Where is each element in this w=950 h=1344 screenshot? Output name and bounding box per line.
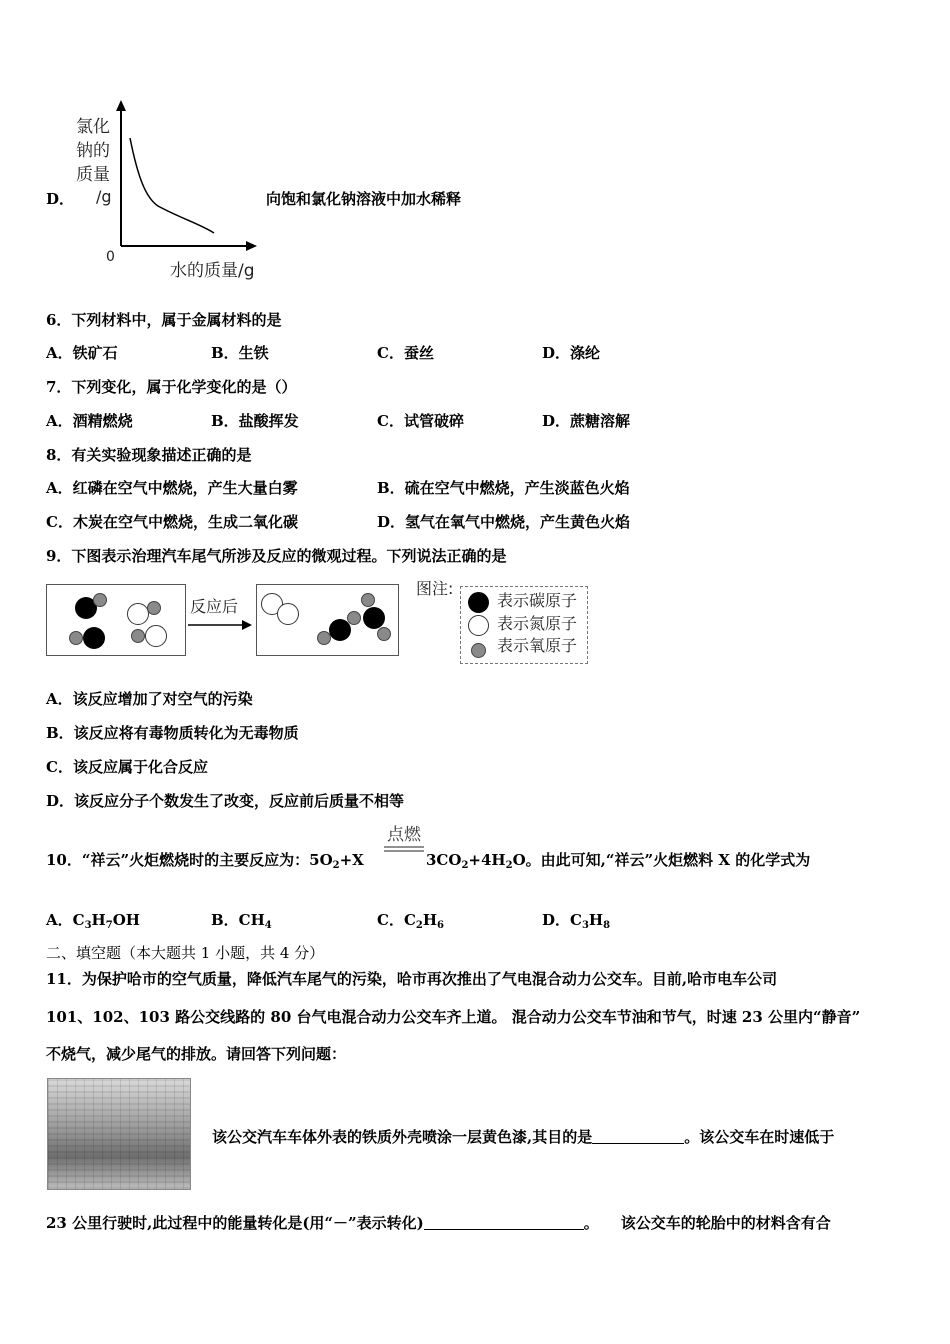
- q10-prod-sub1: 2: [461, 860, 469, 871]
- graph-y-arrow: [116, 100, 126, 111]
- oxygen-atom: [361, 593, 375, 607]
- q10-a-s2: 7: [105, 920, 113, 931]
- q11-line5-post: 该公交车的轮胎中的材料含有合: [620, 1214, 831, 1232]
- q10-prod-mid: +4H: [468, 851, 506, 869]
- q8-option-b: B．硫在空气中燃烧，产生淡蓝色火焰: [377, 479, 630, 497]
- q10-a-pre: A．C: [46, 911, 85, 929]
- q10-d-s2: 8: [603, 920, 611, 931]
- nacl-dilution-graph: [70, 98, 270, 288]
- graph-x-arrow: [246, 241, 257, 251]
- legend-nitrogen-icon: [468, 615, 489, 636]
- atom-legend: [460, 586, 588, 664]
- graph-origin: 0: [106, 249, 115, 265]
- q8-option-a: A．红磷在空气中燃烧，产生大量白雾: [46, 479, 298, 497]
- q9-option-b: B．该反应将有毒物质转化为无毒物质: [46, 724, 299, 742]
- q8-option-d: D．氢气在氧气中燃烧，产生黄色火焰: [377, 513, 631, 531]
- q10-c-pre: C．C: [377, 911, 416, 929]
- carbon-atom: [83, 627, 105, 649]
- answer-blank-1[interactable]: [592, 1129, 684, 1144]
- q6-option-d: D．涤纶: [542, 344, 601, 362]
- q10-prod-pre: 3CO: [426, 851, 462, 869]
- graph-curve: [130, 138, 214, 233]
- q10-c-mid: H: [422, 911, 438, 929]
- oxygen-atom: [69, 631, 83, 645]
- q11-line5-mid: 。: [583, 1214, 599, 1232]
- oxygen-atom: [131, 629, 145, 643]
- q6-option-c: C．蚕丝: [377, 344, 434, 362]
- reaction-condition: 点燃: [387, 825, 421, 845]
- legend-title: 图注:: [416, 579, 454, 598]
- q10-option-b: [211, 911, 272, 935]
- reaction-arrow: [186, 618, 254, 632]
- q10-a-mid: H: [91, 911, 106, 929]
- oxygen-atom: [347, 611, 361, 625]
- q6-stem: 6．下列材料中，属于金属材料的是: [46, 311, 282, 329]
- answer-blank-2[interactable]: [424, 1215, 584, 1230]
- equals-bar: [384, 846, 424, 854]
- legend-oxygen-icon: [471, 643, 486, 658]
- q11-line-3: 不烧气，减少尾气的排放。请回答下列问题：: [46, 1045, 347, 1063]
- q10-option-c: [377, 911, 444, 935]
- q10-prod-sub2: 2: [505, 860, 513, 871]
- q10-a-s1: 3: [84, 920, 92, 931]
- legend-nitrogen-label: 表示氮原子: [497, 614, 578, 633]
- q11-line4-post: 。该公交车在时速低于: [684, 1128, 835, 1146]
- oxygen-atom: [147, 601, 161, 615]
- q5-option-d-desc: 向饱和氯化钠溶液中加水稀释: [266, 190, 462, 208]
- q9-option-c: C．该反应属于化合反应: [46, 758, 208, 776]
- graph-xlabel: 水的质量/g: [170, 261, 255, 281]
- q11-line-2: 101、102、103 路公交线路的 80 台气电混合动力公交车齐上道。 混合动力公交车节油和节气，时速 23 公里内“静音”: [46, 1008, 861, 1026]
- q7-option-d: D．蔗糖溶解: [542, 412, 631, 430]
- nitrogen-atom: [277, 603, 299, 625]
- q6-option-a: A．铁矿石: [46, 344, 118, 362]
- q6-option-b: B．生铁: [211, 344, 269, 362]
- q10-option-a: [46, 911, 140, 935]
- carbon-atom: [363, 607, 385, 629]
- q11-line-5: [46, 1214, 831, 1232]
- q11-line-4: [212, 1128, 834, 1146]
- reaction-arrow-label: 反应后: [190, 597, 239, 616]
- nitrogen-atom: [145, 625, 167, 647]
- graph-ylabel-2: 钠的: [76, 141, 110, 161]
- q10-c-s1: 2: [415, 920, 423, 931]
- q9-option-a: A．该反应增加了对空气的污染: [46, 690, 253, 708]
- oxygen-atom: [93, 593, 107, 607]
- legend-carbon-icon: [468, 592, 489, 613]
- hybrid-bus-photo: [47, 1078, 191, 1190]
- graph-ylabel-3: 质量: [76, 165, 110, 185]
- q10-b-pre: B．CH: [211, 911, 265, 929]
- nitrogen-atom: [127, 603, 149, 625]
- q7-stem: 7．下列变化，属于化学变化的是（）: [46, 378, 297, 396]
- q10-stem-left: [46, 851, 364, 875]
- q10-sub1: 2: [332, 860, 340, 871]
- q10-prefix: 10．“祥云”火炬燃烧时的主要反应为：5O: [46, 851, 333, 869]
- q10-b-s1: 4: [264, 920, 272, 931]
- q9-option-d: D．该反应分子个数发生了改变，反应前后质量不相等: [46, 792, 405, 810]
- q7-option-b: B．盐酸挥发: [211, 412, 299, 430]
- q11-line4-pre: 该公交汽车车体外表的铁质外壳喷涂一层黄色漆,其目的是: [212, 1128, 593, 1146]
- q10-d-s1: 3: [581, 920, 589, 931]
- q11-line-1: 11．为保护哈市的空气质量，降低汽车尾气的污染，哈市再次推出了气电混合动力公交车。目前,哈市电车公司: [46, 970, 778, 988]
- q7-option-c: C．试管破碎: [377, 412, 464, 430]
- q10-plus-x: +X: [339, 851, 364, 869]
- q11-line5-pre: 23 公里行驶时,此过程中的能量转化是(用“－”表示转化): [46, 1214, 424, 1232]
- section-2-title: 二、填空题（本大题共 1 小题，共 4 分）: [46, 944, 325, 962]
- q10-stem-right: [426, 851, 810, 875]
- oxygen-atom: [377, 627, 391, 641]
- legend-oxygen-label: 表示氧原子: [497, 636, 578, 655]
- graph-ylabel-1: 氯化: [76, 117, 110, 137]
- q10-prod-end: O。由此可知,“祥云”火炬燃料 X 的化学式为: [512, 851, 811, 869]
- q10-d-mid: H: [588, 911, 604, 929]
- q10-option-d: [542, 911, 610, 935]
- q5-option-d-label: D．: [46, 190, 75, 208]
- legend-carbon-label: 表示碳原子: [497, 591, 578, 610]
- reactants-box: [46, 584, 186, 656]
- q8-stem: 8．有关实验现象描述正确的是: [46, 446, 252, 464]
- q10-a-post: OH: [112, 911, 140, 929]
- q9-stem: 9．下图表示治理汽车尾气所涉及反应的微观过程。下列说法正确的是: [46, 547, 507, 565]
- products-box: [256, 584, 399, 656]
- q10-c-s2: 6: [437, 920, 445, 931]
- graph-ylabel-4: /g: [96, 187, 112, 206]
- q10-d-pre: D．C: [542, 911, 582, 929]
- q7-option-a: A．酒精燃烧: [46, 412, 133, 430]
- q8-option-c: C．木炭在空气中燃烧，生成二氧化碳: [46, 513, 298, 531]
